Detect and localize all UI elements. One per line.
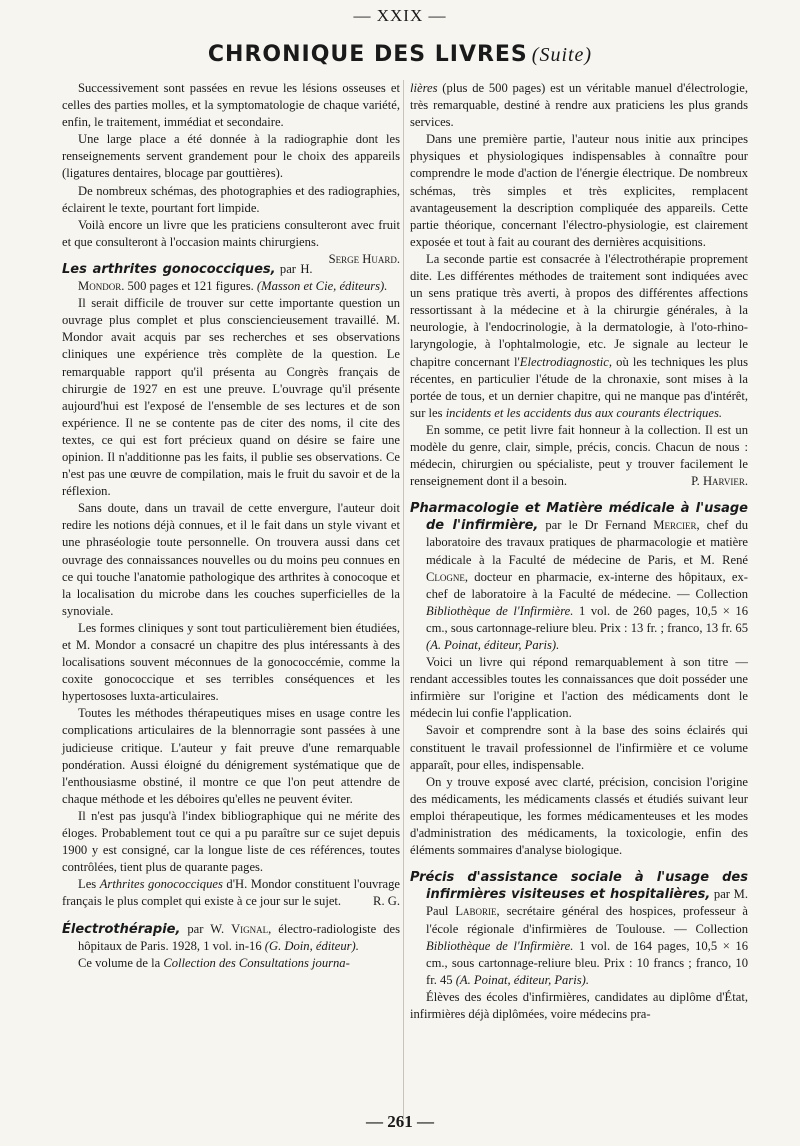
heading-text: électro-radiologiste des hôpitaux de Paris. 1928, 1 vol. in-16 (78, 921, 400, 953)
paragraph: Successivement sont passées en revue les lésions osseuses et celles des parties molles, et la symptomatologie de chaque variété, enfin, le traitement, immédiat et secondaire. (62, 81, 400, 130)
paragraph: On y trouve exposé avec clarté, précision, concision l'origine des médicaments, les médicaments classés et étudiés suivant leur emploi thérapeutique, les formes médicamenteuses et les modes d'administration des médicaments, la toxicologie, enfin des éléments sommaires d'analyse biologique. (410, 774, 748, 858)
paragraph-text: En somme, ce petit livre fait honneur à la collection. Il est un modèle du genre, clair, simple, précis, concis. Chacun de nous : médecin, chirurgien ou spécialiste, peut y trouver facilement le renseignement dont il a besoin. (410, 422, 748, 489)
author-name: Clogne, (426, 569, 469, 584)
heading-text: secrétaire général des hospices, professeur à l'école régionale d'infirmières de Toulouse. — Collection (426, 904, 748, 936)
book-entry-heading (410, 500, 748, 654)
paragraph-text: Les (78, 877, 100, 892)
paragraph-text: Voilà encore un livre que les praticiens consulteront avec fruit et que consulteront à l'occasion maints chirurgiens. (62, 217, 400, 249)
paragraph-text: (plus de 500 pages) est un véritable manuel d'électrologie, très remarquable, destiné à rendre aux praticiens les plus grands services. (410, 81, 748, 130)
paragraph: Sans doute, dans un travail de cette envergure, l'auteur doit redire les notions déjà connues, et il le fait dans un style vivant et une phraséologie toute personnelle. On trouvera aussi dans cet ouvrage des connaissances nouvelles ou du moins peu connues en ce qui touche l'anatomie pathologique des arthrites à conocoque et la localisation du microbe dans les couches superficielles de la synoviale. (62, 501, 400, 618)
heading-text: par le Dr Fernand (538, 518, 654, 533)
author-name: Mercier, (653, 518, 700, 533)
paragraph-text: La seconde partie est consacrée à l'électrothérapie proprement dite. Les différentes méthodes de traitement sont indiquées avec un sens pratique très averti, à propos des différentes affections ressortissant à la médecine et à la chirurgie générales, à la neurologie, à l'endocrinologie, à la dermatologie, à l'oto-rhino-laryngologie, à l'ophtalmologie, etc. Je signale au lecteur le chapitre concernant l' (410, 251, 748, 369)
heading-text: par H. (275, 261, 313, 276)
publisher: (Masson et Cie, éditeurs). (256, 279, 388, 294)
collection-name: Collection des Consultations journa- (163, 955, 350, 970)
paragraph (410, 251, 748, 422)
heading-text: docteur en pharmacie, ex-interne des hôpitaux, ex-chef de laboratoire à la Faculté de médecine. — Collection (426, 569, 748, 601)
heading-text: 1 vol. de 260 pages, 10,5 × 16 cm., sous cartonnage-reliure bleu. Prix : 13 fr. ; franco, 13 fr. 65 (426, 603, 748, 635)
paragraph: Toutes les méthodes thérapeutiques mises en usage contre les complications articulaires de la blennorragie sont passées à une judicieuse critique. L'auteur y fait preuve d'une remarquable pondération. Aussi éloigné du dénigrement systématique que de l'enthousiasme obstiné, il montre ce que l'on peut attendre de chaque méthode et les déboires qu'elles ne peuvent éviter. (62, 706, 400, 806)
paragraph: Les formes cliniques y sont tout particulièrement bien étudiées, et M. Mondor a consacré un chapitre des plus intéressants à des localisations souvent méconnues de la gonococcémie, comme la coxite gonococcique et ses terribles conséquences et les hypertososes luxta-articulaires. (62, 620, 400, 704)
paragraph-text: d'H. Mondor constituent l'ouvrage français le plus complet qui existe à ce jour sur le sujet. (62, 877, 400, 909)
book-entry-heading (62, 921, 400, 955)
publisher: (G. Doin, éditeur). (264, 938, 359, 953)
paragraph (410, 422, 748, 490)
paragraph-text: où les techniques les plus récentes, en particulier l'étude de la chronaxie, sont mises à la portée de tous, et un dernier chapitre, qui ne manque pas d'intérêt, sur les (410, 354, 749, 420)
section-header (0, 42, 800, 67)
book-title: Les arthrites gonococciques, (62, 261, 276, 277)
heading-text: par W. (180, 921, 232, 936)
chapter-title: Electrodiagnostic, (519, 354, 613, 369)
review-signature: R. G. (373, 894, 400, 909)
review-signature: P. Harvier. (691, 474, 748, 489)
publisher: (A. Poinat, éditeur, Paris). (426, 638, 560, 652)
paragraph (62, 955, 400, 972)
column-divider (403, 80, 404, 1120)
paragraph: Élèves des écoles d'infirmières, candidates au diplôme d'État, infirmières déjà diplômées, voire médecins pra- (410, 989, 748, 1021)
section-title-suite: (Suite) (531, 44, 593, 66)
heading-text: 1 vol. de 164 pages, 10,5 × 16 cm., sous cartonnage-reliure bleu. Prix : 10 francs ; franco, 10 fr. 45 (426, 938, 748, 987)
book-title: Précis d'assistance sociale à l'usage des infirmières visiteuses et hospitalières, (410, 870, 748, 903)
right-column (410, 80, 748, 1023)
left-column (62, 80, 400, 972)
author-name: Vignal, (231, 921, 272, 936)
heading-text: par M. Paul (426, 887, 748, 919)
book-title: Pharmacologie et Matière médicale à l'usage de l'infirmière, (410, 501, 748, 534)
paragraph: Savoir et comprendre sont à la base des soins éclairés qui constituent le travail professionnel de l'infirmière et ce volume apparaît, pour elles, indispensable. (410, 723, 748, 772)
book-title: Électrothérapie, (62, 921, 181, 937)
section-title: CHRONIQUE DES LIVRES (207, 42, 528, 67)
book-title-inline: Arthrites gonococciques (99, 877, 223, 892)
collection-name: Bibliothèque de l'Infirmière. (426, 938, 574, 953)
collection-name: Bibliothèque de l'Infirmière. (426, 603, 574, 618)
paragraph: Voici un livre qui répond remarquablement à son titre — rendant accessibles toutes les connaissances que doit posséder une infirmière sur l'origine et l'action des médicaments dont le médecin lui confie l'application. (410, 655, 748, 721)
roman-folio: — XXIX — (353, 6, 447, 25)
paragraph: Une large place a été donnée à la radiographie dont les renseignements servent grandement pour le choix des appareils (ligatures dentaires, blocage par gouttières). (62, 132, 400, 181)
chapter-title: incidents et les accidents dus aux courants électriques. (445, 405, 722, 420)
paragraph: Dans une première partie, l'auteur nous initie aux principes physiques et physiologiques indispensables à connaître pour comprendre le mode d'action de l'énergie électrique. De nombreux schémas, très simples et très explicites, remplacent avantageusement la description compliquée des appareils. Cette partie théorique, concernant l'électro-physiologie, est clairement exposée et tout à fait au courant des dernières acquisitions. (410, 132, 748, 249)
paragraph: Il serait difficile de trouver sur cette importante question un ouvrage plus complet et plus consciencieusement travaillé. M. Mondor avait acquis par ses recherches et ses observations cliniques une expérience très complète de la question. Le remarquable rapport qu'il présenta au Congrès français de chirurgie de 1927 en est une preuve. L'ouvrage qu'il présente aujourd'hui est l'exposé de l'ensemble de ses lectures et de son expérience. Il ne se contente pas de citer des noms, il cite des textes, ce qui est fort précieux quand on désire se faire une opinion. Il n'additionne pas les faits, il publie ses observations. Ce n'est pas une œuvre de compilation, mais le fruit du savoir et de la réflexion. (62, 296, 400, 499)
heading-text: 500 pages et 121 figures. (124, 279, 257, 294)
author-name: Laborie, (455, 904, 500, 919)
paragraph-text: Ce volume de la (78, 955, 164, 970)
paragraph: De nombreux schémas, des photographies et des radiographies, éclairent le texte, pourtant fort limpide. (62, 183, 400, 215)
collection-name: lières (410, 81, 438, 95)
review-signature: Serge Huard. (328, 251, 400, 266)
paragraph: Il n'est pas jusqu'à l'index bibliographique qui ne mérite des éloges. Probablement tout ce qui a pu paraître sur ce sujet depuis 1900 y est consigné, car la longue liste de ces références, toutes contrôlées, tient plus de quarante pages. (62, 808, 400, 875)
page-number: — 261 — (366, 1112, 434, 1131)
author-name: Mondor. (78, 279, 125, 294)
paragraph (410, 80, 748, 131)
book-entry-heading (410, 869, 748, 989)
publisher: (A. Poinat, éditeur, Paris). (455, 972, 590, 987)
paragraph (62, 876, 400, 910)
heading-text: chef du laboratoire des travaux pratiques de pharmacologie et matière médicale à la Faculté de médecine de Paris, et M. René (426, 518, 748, 567)
paragraph (62, 217, 400, 266)
